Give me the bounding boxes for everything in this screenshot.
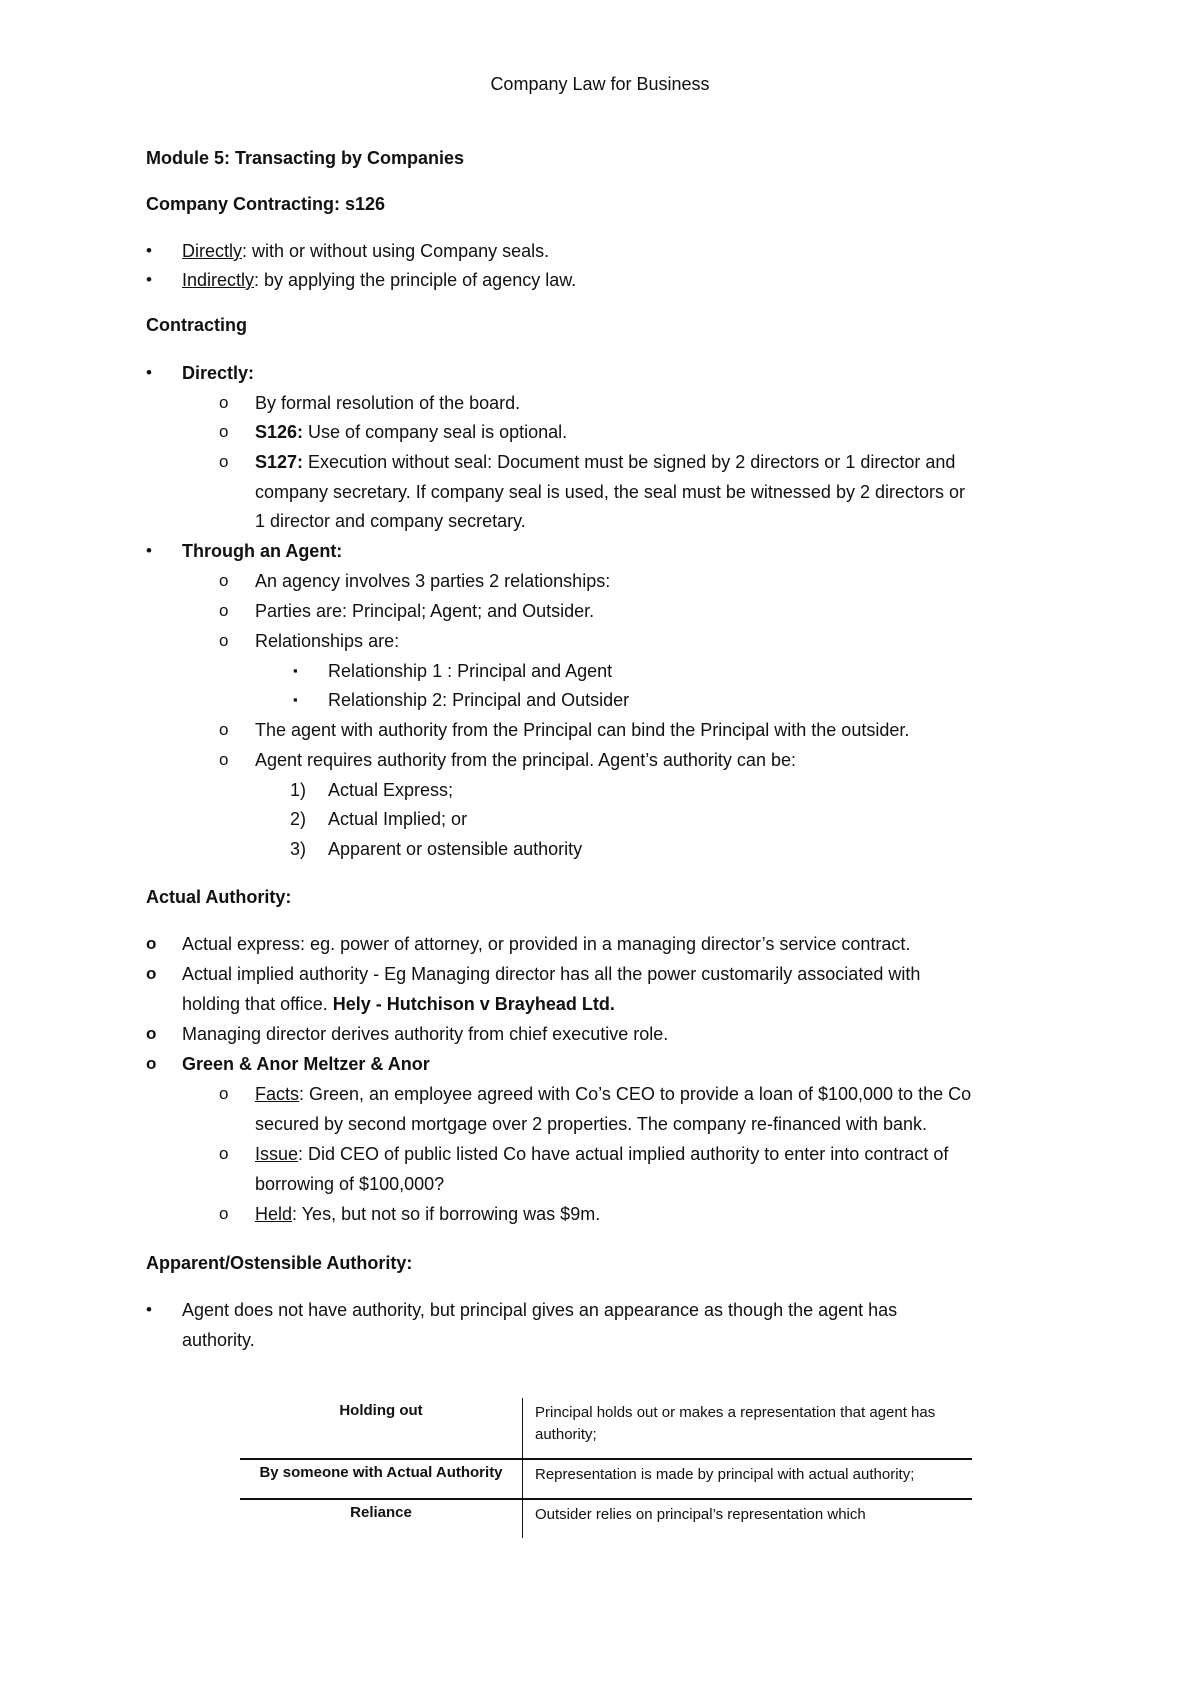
number-marker: 1) [290,780,307,800]
table-row [240,1499,972,1538]
list-item-term: Indirectly [182,270,255,290]
contracting-heading: Contracting [146,315,247,335]
list-item-continuation: authority. [182,1330,255,1350]
circle-marker: o [219,571,229,590]
case-name: Green & Anor Meltzer & Anor [182,1054,430,1074]
list-item: Agent requires authority from the principal. Agent’s authority can be: [255,750,796,770]
list-item [182,240,549,262]
table-cell-text: Principal holds out or makes a representation that agent has authority; [535,1404,936,1443]
list-item: Relationships are: [255,631,400,651]
list-item-continuation: company secretary. If company seal is used, the seal must be witnessed by 2 directors or [255,482,965,502]
circle-marker: o [146,1024,157,1043]
bullet-marker: • [146,541,152,560]
module-heading: Module 5: Transacting by Companies [146,148,465,168]
list-item-term: Directly [182,241,243,261]
circle-marker: o [219,750,229,769]
list-item: Apparent or ostensible authority [328,839,583,859]
square-marker: ▪ [293,663,298,678]
list-item: The agent with authority from the Principal can bind the Principal with the outsider. [255,720,910,740]
list-item [255,1203,600,1225]
list-item: Managing director derives authority from chief executive role. [182,1024,669,1044]
section-term: S126: [255,422,304,442]
circle-marker: o [146,934,157,953]
section-term: S127: [255,452,304,472]
list-item-text: Use of company seal is optional. [303,422,568,442]
number-marker: 2) [290,809,307,829]
circle-marker: o [219,393,229,412]
circle-marker: o [219,422,229,441]
list-item: Actual implied authority - Eg Managing director has all the power customarily associated with [182,964,921,984]
document-title: Company Law for Business [490,74,710,94]
list-item-continuation: borrowing of $100,000? [255,1174,445,1194]
list-item-text: : Yes, but not so if borrowing was $9m. [292,1204,601,1224]
list-item-text: : with or without using Company seals. [242,241,550,261]
list-item [255,451,955,473]
list-item [255,421,567,443]
list-item [255,1143,948,1165]
list-item: Relationship 2: Principal and Outsider [328,690,630,710]
circle-marker: o [219,1144,229,1163]
list-item-text: : Green, an employee agreed with Co’s CEO to provide a loan of $100,000 to the Co [299,1084,972,1104]
bullet-marker: • [146,363,152,382]
directly-label: Directly: [182,363,255,383]
table-cell-label: Reliance [240,1499,523,1538]
list-item: An agency involves 3 parties 2 relationships: [255,571,611,591]
list-item [255,1083,971,1105]
number-marker: 3) [290,839,307,859]
table-row [240,1398,972,1459]
list-item: Agent does not have authority, but principal gives an appearance as though the agent has [182,1300,898,1320]
circle-marker: o [146,1054,157,1073]
circle-marker: o [219,1084,229,1103]
circle-marker: o [146,964,157,983]
list-item-term: Issue [255,1144,299,1164]
bullet-marker: • [146,270,152,289]
list-item-continuation: 1 director and company secretary. [255,511,526,531]
list-item-term: Held [255,1204,293,1224]
list-item: Relationship 1 : Principal and Agent [328,661,613,681]
list-item: Parties are: Principal; Agent; and Outsider. [255,601,595,621]
list-item-text: : by applying the principle of agency law. [254,270,577,290]
list-item [182,269,576,291]
list-item-continuation [182,993,615,1015]
list-item-text: : Did CEO of public listed Co have actual implied authority to enter into contract of [298,1144,949,1164]
apparent-authority-heading: Apparent/Ostensible Authority: [146,1253,413,1273]
list-item-continuation: secured by second mortgage over 2 properties. The company re-financed with bank. [255,1114,928,1134]
company-contracting-heading: Company Contracting: s126 [146,194,386,214]
list-item-term: Facts [255,1084,300,1104]
circle-marker: o [219,452,229,471]
square-marker: ▪ [293,692,298,707]
circle-marker: o [219,631,229,650]
table-cell-label: Holding out [240,1398,523,1459]
case-name: Hely - Hutchison v Brayhead Ltd. [332,994,615,1014]
authority-table [240,1398,972,1538]
table-cell-text: Outsider relies on principal’s representation which [523,1499,973,1538]
table-cell-text: Representation is made by principal with actual authority; [523,1459,973,1499]
bullet-marker: • [146,1300,152,1319]
table-row [240,1459,972,1499]
circle-marker: o [219,1204,229,1223]
list-item: By formal resolution of the board. [255,393,521,413]
circle-marker: o [219,720,229,739]
circle-marker: o [219,601,229,620]
list-item: Actual Express; [328,780,454,800]
list-item: Actual Implied; or [328,809,468,829]
actual-authority-heading: Actual Authority: [146,887,292,907]
list-item-text: Execution without seal: Document must be signed by 2 directors or 1 director and [303,452,956,472]
table-cell-label: By someone with Actual Authority [240,1459,523,1499]
list-item-text: holding that office. [182,994,333,1014]
agent-label: Through an Agent: [182,541,343,561]
bullet-marker: • [146,241,152,260]
list-item: Actual express: eg. power of attorney, or provided in a managing director’s service contract. [182,934,911,954]
